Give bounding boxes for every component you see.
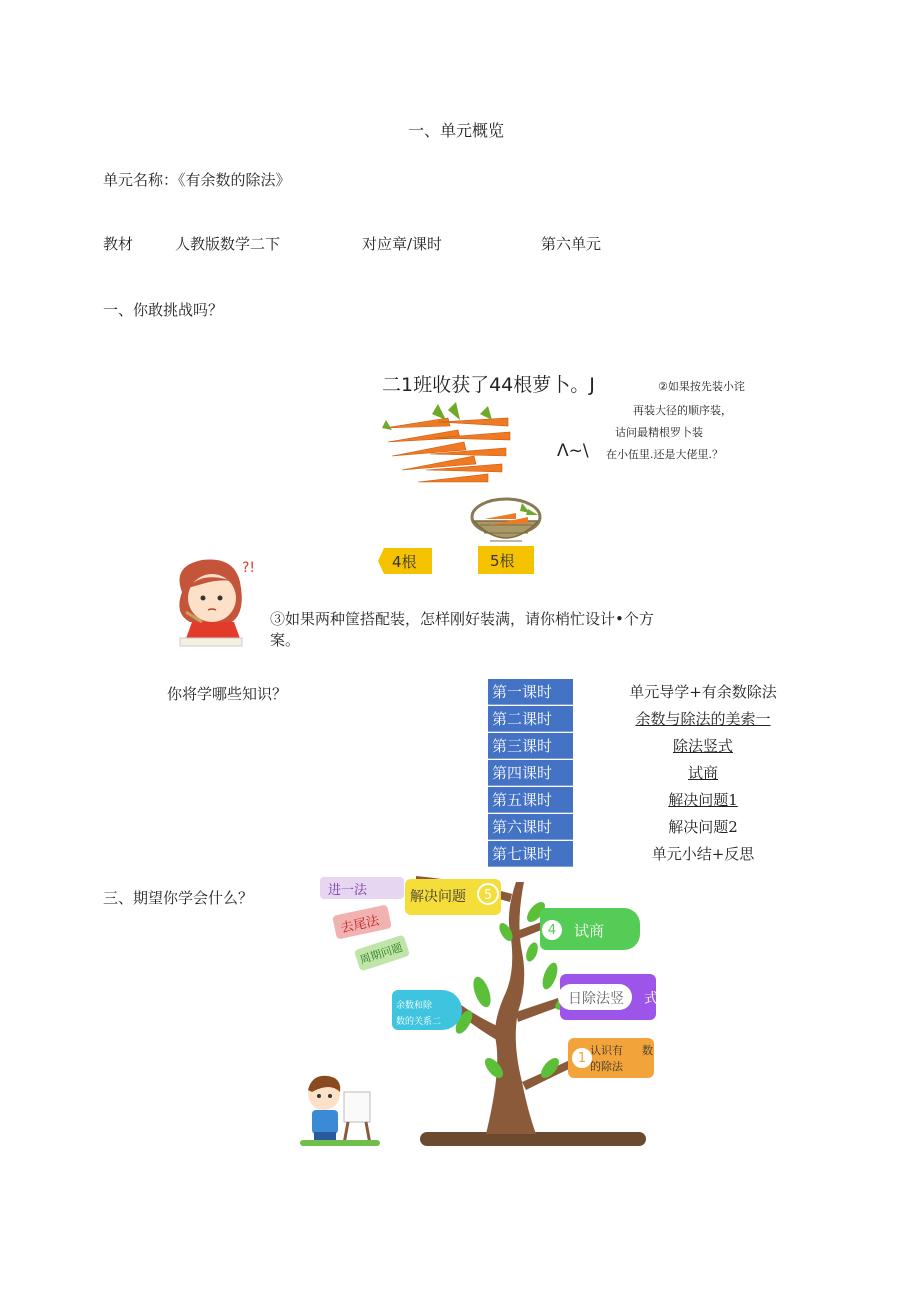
question-mark-glyph: Λ~\ xyxy=(557,441,589,461)
lesson-row-5 xyxy=(488,787,920,813)
step-badge-5: 5 xyxy=(477,883,499,905)
svg-text:?!: ?! xyxy=(242,560,256,576)
lesson-topic: 除法竖式 xyxy=(672,737,733,755)
lesson-row-3 xyxy=(488,733,920,759)
question3-line1: ③如果两种筐搭配装，怎样刚好装满，请你梢忙设计•个方 xyxy=(270,610,654,628)
lesson-number: 第一课时 xyxy=(488,679,573,705)
lesson-topic: 单元小结+反思 xyxy=(651,845,755,863)
yushu-label-box xyxy=(392,990,462,1030)
question3-line2: 案。 xyxy=(270,631,301,649)
shushi-label-tail: 式 xyxy=(644,991,658,1007)
step-badge-4: 4 xyxy=(540,918,564,942)
question2-line2: 再装大径的顺序装， xyxy=(633,404,732,417)
renshi-label-line1: 认识有 xyxy=(590,1044,623,1057)
small-basket-label: 4根 xyxy=(392,553,417,571)
lesson-row-4 xyxy=(488,760,920,786)
thinking-girl-icon xyxy=(162,552,262,648)
lesson-topic: 试商 xyxy=(687,764,718,782)
textbook-label: 教材 xyxy=(103,235,134,253)
lesson-number: 第三课时 xyxy=(488,733,573,759)
page-title: 一、单元概览 xyxy=(408,121,505,140)
jiejue-label: 解决问题 xyxy=(410,889,466,905)
question2-line1: ②如果按先装小诧 xyxy=(658,380,745,393)
lesson-number: 第七课时 xyxy=(488,841,573,867)
renshi-label-tail: 数 xyxy=(642,1044,653,1057)
jinyi-label: 进一法 xyxy=(328,883,368,898)
lesson-row-1 xyxy=(488,679,920,705)
lesson-topic: 解决问题2 xyxy=(668,818,738,836)
renshi-label-line2: 的除法 xyxy=(590,1060,623,1073)
renshi-label-box xyxy=(568,1038,654,1078)
textbook-value: 人教版数学二下 xyxy=(175,235,281,253)
zhouqi-label: 周期问题 xyxy=(358,940,405,967)
shishang-label-box xyxy=(540,908,640,950)
quwei-label: 去尾法 xyxy=(339,913,381,937)
shushi-label-box xyxy=(560,974,656,1020)
jiejue-label-box xyxy=(405,879,501,915)
yushu-label-line1: 余数和除 xyxy=(396,1001,433,1011)
step-badge-1: 1 xyxy=(570,1046,594,1070)
chapter-label: 对应章/课时 xyxy=(362,235,443,253)
section-challenge: 一、你敢挑战吗？ xyxy=(103,301,224,319)
lesson-row-2 xyxy=(488,706,920,732)
carrot-basket-icon xyxy=(466,495,546,553)
shishang-label: 试商 xyxy=(574,922,605,940)
section-goals: 三、期望你学会什么？ xyxy=(103,889,254,907)
unit-name: 单元名称：《有余数的除法》 xyxy=(103,171,291,189)
question2-line4: 在小伍里.还是大佬里.？ xyxy=(606,448,723,461)
lesson-topic: 余数与除法的美索一 xyxy=(635,710,771,728)
carrot-headline: 二1班收获了44根萝卜。J xyxy=(382,374,595,396)
shushi-label: 日除法竖 xyxy=(568,991,624,1007)
large-basket-label: 5根 xyxy=(490,552,515,570)
lesson-row-6 xyxy=(488,814,920,840)
lesson-topic: 解决问题1 xyxy=(668,791,738,809)
lesson-number: 第六课时 xyxy=(488,814,573,840)
yushu-label-line2: 数的关系二 xyxy=(396,1017,442,1027)
lesson-number: 第四课时 xyxy=(488,760,573,786)
lesson-number: 第二课时 xyxy=(488,706,573,732)
lesson-number: 第五课时 xyxy=(488,787,573,813)
carrot-pile-icon xyxy=(378,398,518,488)
section-knowledge: 你将学哪些知识？ xyxy=(167,685,288,703)
small-basket-tag xyxy=(384,548,432,574)
jinyi-label-box xyxy=(320,877,404,899)
large-basket-tag xyxy=(478,546,534,574)
chapter-value: 第六单元 xyxy=(541,235,602,253)
lesson-topic: 单元导学+有余数除法 xyxy=(629,683,777,701)
question2-line3: 诂问最精根罗卜装 xyxy=(615,426,703,439)
lesson-row-7 xyxy=(488,841,920,867)
